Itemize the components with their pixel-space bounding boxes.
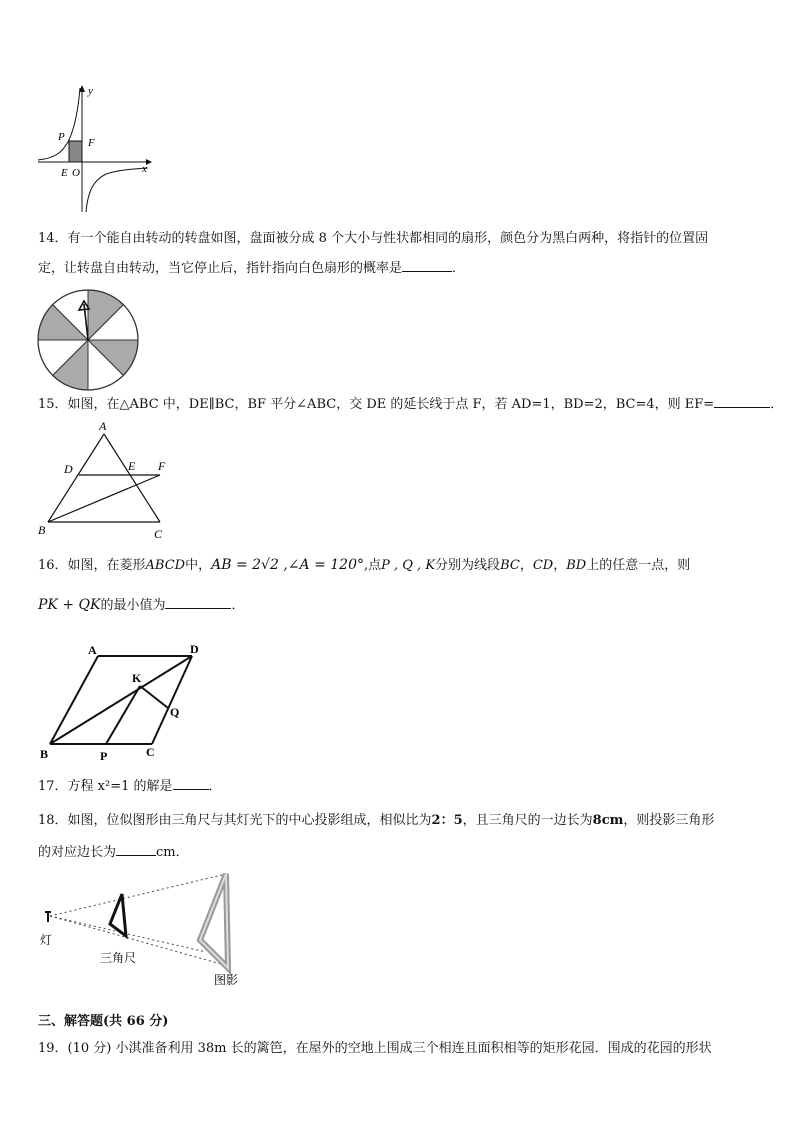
q15-text: 15．如图，在△ABC 中，DE∥BC，BF 平分∠ABC，交 DE 的延长线于点 F，若 AD=1，BD=2，BC=4，则 EF= xyxy=(38,397,715,412)
q16-formula: AB = 2√2 ,∠A = 120° xyxy=(211,557,364,573)
q16-seg-BC: BC xyxy=(500,558,520,573)
q17-end: ． xyxy=(208,779,222,794)
segment-KQ xyxy=(140,686,168,708)
segment-BF xyxy=(48,475,160,522)
q18-text-1c: ，则投影三角形 xyxy=(623,813,715,828)
q18-text-2: 的对应边长为 xyxy=(38,845,117,860)
question-16-line-1 xyxy=(38,550,690,581)
label-P: P xyxy=(58,131,65,143)
section-3-title-text: 三、解答题(共 66 分) xyxy=(38,1014,169,1029)
label-y: y xyxy=(88,85,93,97)
label-B: B xyxy=(38,523,46,537)
label-K: K xyxy=(132,671,142,685)
q18-text-1a: 18．如图，位似图形由三角尺与其灯光下的中心投影组成，相似比为 xyxy=(38,813,432,828)
q16-mid4: 上的任意一点，则 xyxy=(586,558,691,573)
label-F: F xyxy=(158,459,166,473)
answer-blank-q18[interactable] xyxy=(116,841,156,856)
figure-q13-hyperbola xyxy=(36,82,156,214)
section-3-title xyxy=(38,1013,168,1031)
question-14-line-1 xyxy=(38,224,708,254)
q18-text-1b: ，且三角尺的一边长为 xyxy=(462,813,593,828)
question-14-line-2 xyxy=(38,254,465,284)
figure-q16-rhombus xyxy=(36,636,216,764)
q14-text-2: 定，让转盘自由转动，当它停止后，指针指向白色扇形的概率是 xyxy=(38,261,403,276)
x-axis-arrow xyxy=(146,159,152,165)
q16-seg-BD: BD xyxy=(566,558,587,573)
q18-ratio: 2：5 xyxy=(431,813,463,828)
q16-mid1: 中， xyxy=(185,558,212,573)
lamp-icon xyxy=(45,912,51,922)
question-18-line-1 xyxy=(38,806,714,836)
answer-blank-q16[interactable] xyxy=(165,594,231,609)
q16-seg-CD: CD xyxy=(532,558,554,573)
hyperbola-branch-right xyxy=(86,168,148,212)
answer-blank-q17[interactable] xyxy=(173,775,209,790)
segment-PK xyxy=(106,686,140,744)
q18-unit: cm． xyxy=(156,845,189,860)
answer-blank-q14[interactable] xyxy=(402,257,452,272)
label-E: E xyxy=(61,167,68,179)
label-shadow: 图影 xyxy=(214,973,239,987)
label-A: A xyxy=(88,643,97,657)
question-16-line-2 xyxy=(38,590,244,621)
label-O: O xyxy=(72,167,80,179)
figure-q18-projection xyxy=(36,866,256,990)
light-rays xyxy=(50,874,228,966)
q16-shape: ABCD xyxy=(145,558,186,573)
label-C: C xyxy=(154,527,163,541)
question-15 xyxy=(38,390,783,420)
q16-sep2: ， xyxy=(553,558,567,573)
figure-q14-spinner xyxy=(36,288,144,396)
label-D: D xyxy=(64,462,73,476)
shaded-rectangle xyxy=(69,141,82,162)
ruler-triangle xyxy=(110,894,126,936)
answer-blank-q15[interactable] xyxy=(714,393,770,408)
question-19 xyxy=(38,1034,712,1064)
label-B: B xyxy=(40,747,49,761)
label-Q: Q xyxy=(170,705,180,719)
label-E: E xyxy=(128,459,136,473)
figure-q15-triangle xyxy=(36,418,176,542)
q16-end: ． xyxy=(231,598,245,613)
q19-text: 19．(10 分) 小淇准备利用 38m 长的篱笆，在屋外的空地上围成三个相连且面积相等的矩形花园．围成的花园的形状 xyxy=(38,1041,712,1056)
q18-length: 8cm xyxy=(592,813,624,828)
q16-expression: PK + QK xyxy=(38,597,101,613)
q16-prefix: 16．如图，在菱形 xyxy=(38,558,146,573)
q17-text: 17．方程 x²=1 的解是 xyxy=(38,779,173,794)
q14-end: ． xyxy=(452,261,466,276)
question-18-line-2 xyxy=(38,838,189,868)
q16-points: P , Q , K xyxy=(381,558,436,573)
q16-sep1: ， xyxy=(519,558,533,573)
q16-text-2: 的最小值为 xyxy=(100,598,166,613)
label-x: x xyxy=(142,163,147,175)
label-lamp: 灯 xyxy=(40,933,53,947)
q16-mid3: 分别为线段 xyxy=(435,558,501,573)
label-A: A xyxy=(99,419,107,433)
label-C: C xyxy=(146,745,155,759)
label-P: P xyxy=(100,749,108,763)
label-F: F xyxy=(88,137,95,149)
question-17 xyxy=(38,772,222,802)
q15-end: ． xyxy=(770,397,784,412)
diagonal-BD xyxy=(50,656,192,744)
q16-mid2: ,点 xyxy=(363,558,382,573)
side-AB xyxy=(48,434,104,522)
label-D: D xyxy=(190,642,199,656)
label-ruler: 三角尺 xyxy=(100,951,137,965)
side-AB xyxy=(50,656,98,744)
q14-text-1: 14．有一个能自由转动的转盘如图，盘面被分成 8 个大小与性状都相同的扇形，颜色分为黑白两种，将指针的位置固 xyxy=(38,231,709,246)
